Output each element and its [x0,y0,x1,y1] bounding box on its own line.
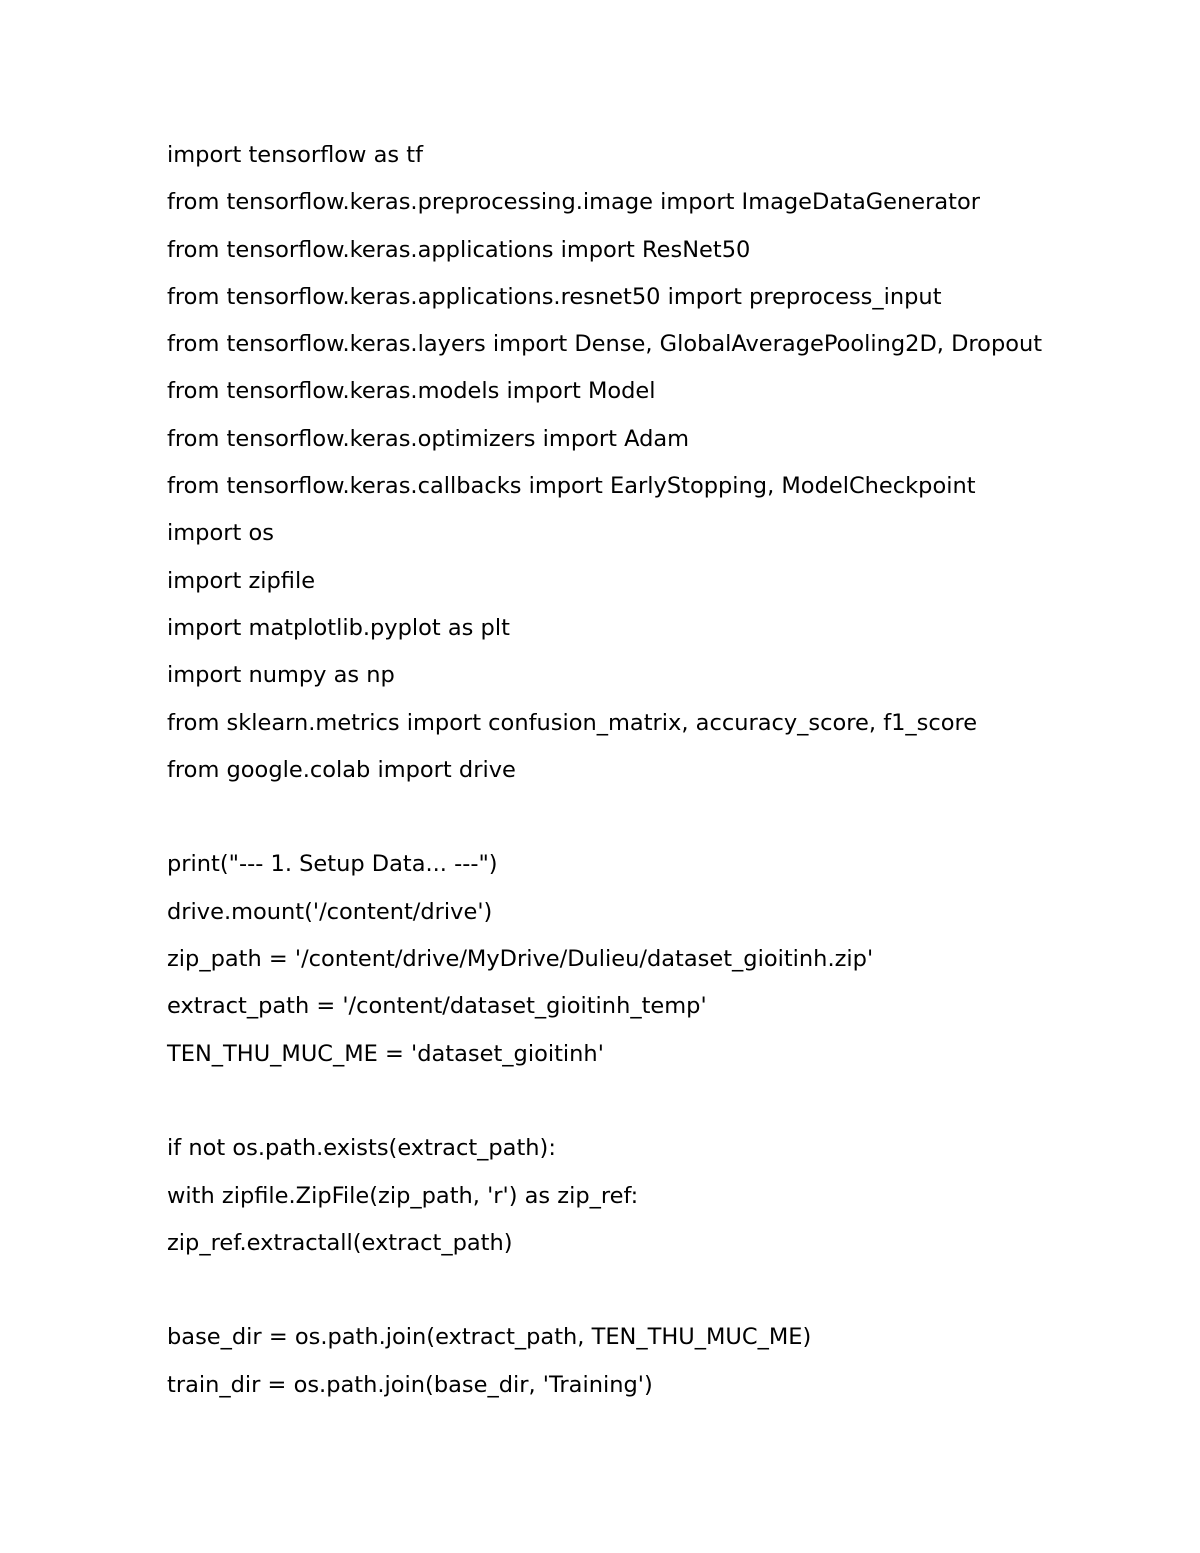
code-line: from google.colab import drive [167,756,516,783]
code-line: drive.mount('/content/drive') [167,898,493,925]
code-line: if not os.path.exists(extract_path): [167,1135,556,1162]
code-line: from tensorflow.keras.callbacks import EarlyStopping, ModelCheckpoint [167,473,976,500]
code-line: zip_path = '/content/drive/MyDrive/Dulieu/dataset_gioitinh.zip' [167,946,874,973]
code-line: print("--- 1. Setup Data... ---") [167,851,498,878]
code-line: import tensorflow as tf [167,142,424,168]
code-line: TEN_THU_MUC_ME = 'dataset_gioitinh' [167,1040,604,1067]
code-line: from tensorflow.keras.preprocessing.image import ImageDataGenerator [167,189,980,216]
blank-line [167,1078,1177,1125]
code-line: from tensorflow.keras.models import Model [167,378,656,405]
code-line: import zipfile [167,567,316,594]
code-line: with zipfile.ZipFile(zip_path, 'r') as zip_ref: [167,1182,639,1209]
code-line: from tensorflow.keras.layers import Dense, GlobalAveragePooling2D, Dropout [167,331,1043,358]
code-line: import matplotlib.pyplot as plt [167,614,510,641]
code-text-body [167,132,1177,1409]
code-line: train_dir = os.path.join(base_dir, 'Training') [167,1371,653,1398]
code-line: from sklearn.metrics import confusion_matrix, accuracy_score, f1_score [167,709,978,736]
code-line: zip_ref.extractall(extract_path) [167,1229,513,1256]
code-line: base_dir = os.path.join(extract_path, TEN_THU_MUC_ME) [167,1324,812,1351]
code-line: import numpy as np [167,662,395,689]
blank-line [167,794,1177,841]
code-line: import os [167,520,274,547]
code-line: from tensorflow.keras.optimizers import Adam [167,425,690,452]
code-line: from tensorflow.keras.applications import ResNet50 [167,236,751,263]
code-line: from tensorflow.keras.applications.resnet50 import preprocess_input [167,283,942,310]
code-line: extract_path = '/content/dataset_gioitinh_temp' [167,993,707,1020]
blank-line [167,1267,1177,1314]
